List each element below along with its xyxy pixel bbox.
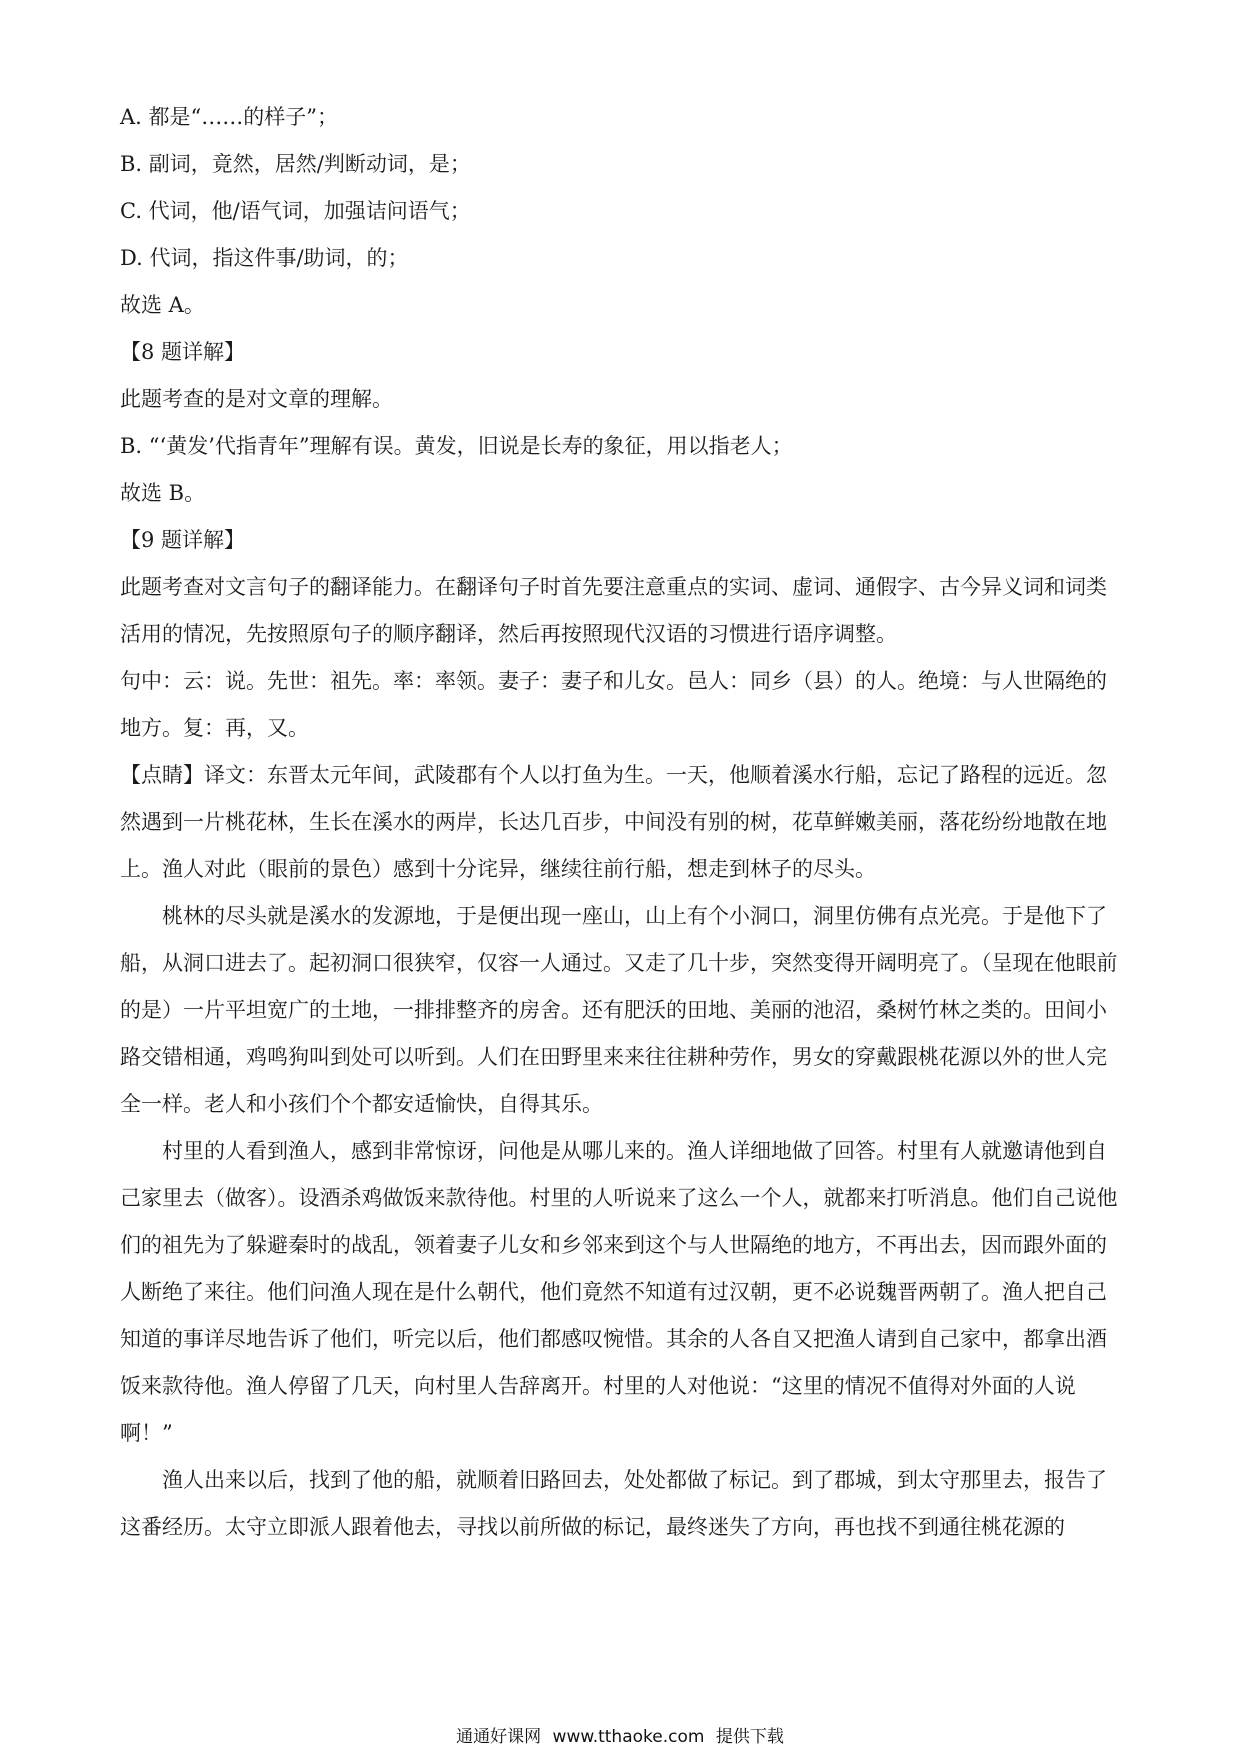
translation-paragraph-2: 桃林的尽头就是溪水的发源地，于是便出现一座山，山上有个小洞口，洞里仿佛有点光亮。于是他下了船，从洞口进去了。起初洞口很狭窄，仅容一人通过。又走了几十步，突然变得开阔明亮了。（呈现在他眼前的是）一片平坦宽广的土地，一排排整齐的房舍。还有肥沃的田地、美丽的池沼，桑树竹林之类的。田间小路交错相通，鸡鸣狗叫到处可以听到。人们在田野里来来往往耕种劳作，男女的穿戴跟桃花源以外的世人完全一样。老人和小孩们个个都安适愉快，自得其乐。 (120, 904, 1118, 1116)
translation-paragraph-3: 村里的人看到渔人，感到非常惊讶，问他是从哪儿来的。渔人详细地做了回答。村里有人就邀请他到自己家里去（做客）。设酒杀鸡做饭来款待他。村里的人听说来了这么一个人，就都来打听消息。他们自己说他们的祖先为了躲避秦时的战乱，领着妻子儿女和乡邻来到这个与人世隔绝的地方，不再出去，因而跟外面的人断绝了来往。他们问渔人现在是什么朝代，他们竟然不知道有过汉朝，更不必说魏晋两朝了。渔人把自己知道的事详尽地告诉了他们，听完以后，他们都感叹惋惜。其余的人各自又把渔人请到自己家中，都拿出酒饭来款待他。渔人停留了几天，向村里人告辞离开。村里的人对他说：“这里的情况不值得对外面的人说啊！” (120, 1139, 1118, 1445)
q9-intro: 此题考查对文言句子的翻译能力。在翻译句子时首先要注意重点的实词、虚词、通假字、古今异义词和词类活用的情况，先按照原句子的顺序翻译，然后再按照现代汉语的习惯进行语序调整。 (120, 575, 1107, 646)
answer-option-c: C. 代词，他/语气词，加强诘问语气； (120, 199, 471, 223)
translation-text-1: 译文：东晋太元年间，武陵郡有个人以打鱼为生。一天，他顺着溪水行船，忘记了路程的远近。忽然遇到一片桃花林，生长在溪水的两岸，长达几百步，中间没有别的树，花草鲜嫩美丽，落花纷纷地散在地上。渔人对此（眼前的景色）感到十分诧异，继续往前行船，想走到林子的尽头。 (120, 763, 1107, 881)
page-footer (0, 1722, 1240, 1747)
answer-option-a: A. 都是“……的样子”； (120, 105, 338, 129)
q9-word-glosses: 句中：云：说。先世：祖先。率：率领。妻子：妻子和儿女。邑人：同乡（县）的人。绝境：与人世隔绝的地方。复：再，又。 (120, 669, 1107, 740)
answer-choice-8: 故选 B。 (120, 481, 206, 505)
footer-suffix: 提供下载 (715, 1727, 784, 1747)
q8-intro: 此题考查的是对文章的理解。 (120, 387, 393, 411)
translation-paragraph-1 (120, 752, 1120, 893)
answer-choice-7: 故选 A。 (120, 293, 205, 317)
translation-paragraph-4: 渔人出来以后，找到了他的船，就顺着旧路回去，处处都做了标记。到了郡城，到太守那里去，报告了这番经历。太守立即派人跟着他去，寻找以前所做的标记，最终迷失了方向，再也找不到通往桃花源的 (120, 1468, 1107, 1539)
note-label: 【点睛】 (120, 763, 204, 787)
q8-explanation: B. “‘黄发’代指青年”理解有误。黄发，旧说是长寿的象征，用以指老人； (120, 434, 793, 458)
footer-site-name: 通通好课网 (456, 1727, 542, 1747)
answer-option-b: B. 副词，竟然，居然/判断动词，是； (120, 152, 471, 176)
footer-url: www.tthaoke.com (552, 1727, 705, 1747)
section-heading-8: 【8 题详解】 (120, 340, 246, 364)
section-heading-9: 【9 题详解】 (120, 528, 246, 552)
answer-option-d: D. 代词，指这件事/助词，的； (120, 246, 409, 270)
